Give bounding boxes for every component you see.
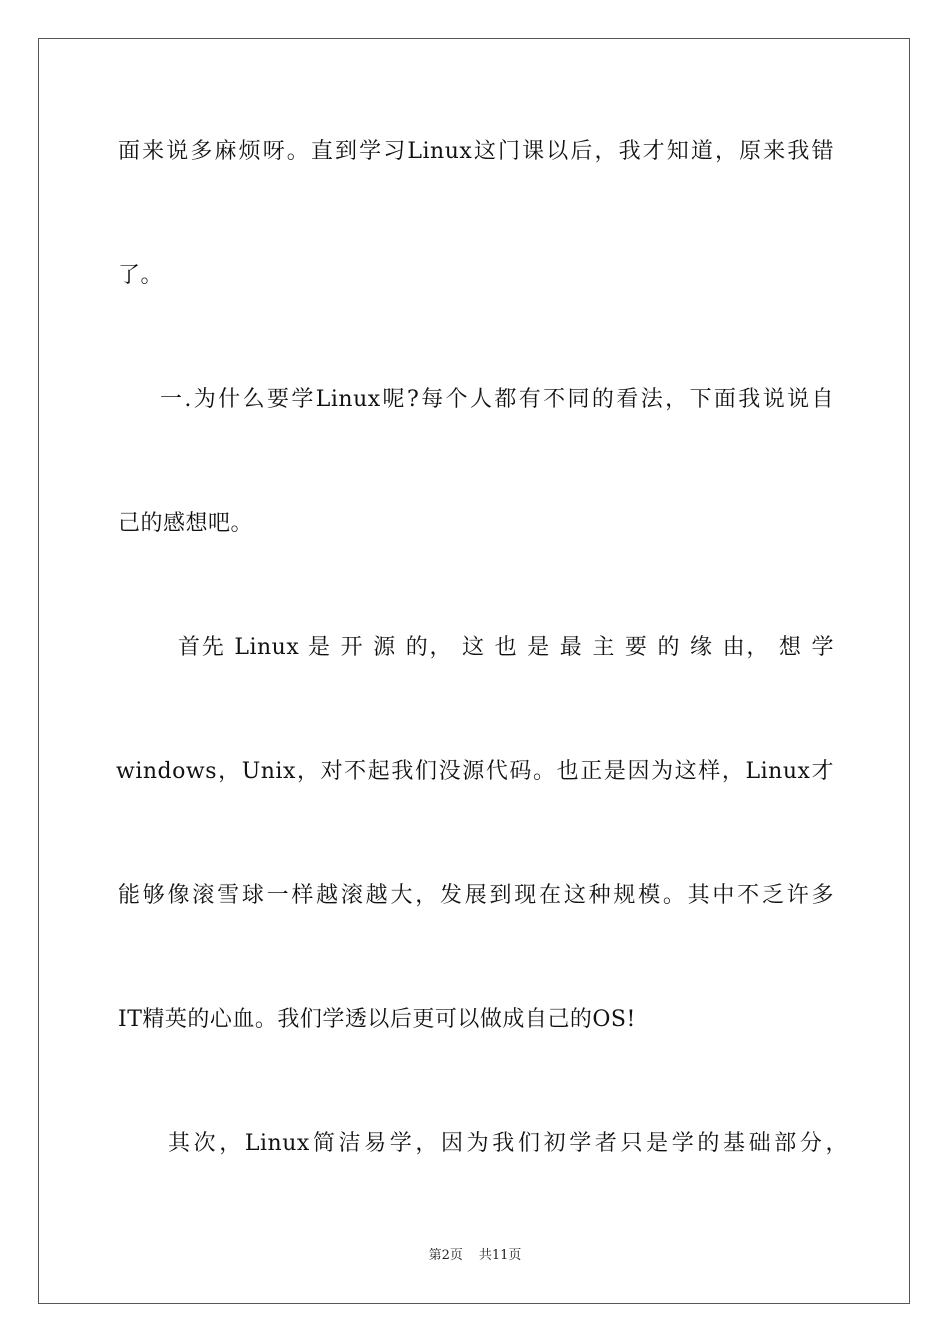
page-frame [38, 38, 910, 1304]
paragraph-line: 首先 Linux 是 开 源 的， 这 也 是 最 主 要 的 缘 由， 想 学 [178, 635, 834, 660]
paragraph-line: 面来说多麻烦呀。直到学习Linux这门课以后，我才知道，原来我错 [118, 139, 834, 164]
paragraph-line: IT精英的心血。我们学透以后更可以做成自己的OS! [118, 1007, 636, 1032]
paragraph-line: 能够像滚雪球一样越滚越大，发展到现在这种规模。其中不乏许多 [118, 883, 834, 908]
page-number: 第2页 [428, 1248, 463, 1263]
paragraph-line: 了。 [118, 263, 164, 288]
paragraph-line: 己的感想吧。 [118, 511, 254, 536]
paragraph-line: windows，Unix，对不起我们没源代码。也正是因为这样，Linux才 [116, 759, 834, 784]
page-total: 共11页 [478, 1248, 522, 1263]
paragraph-line: 一.为什么要学Linux呢?每个人都有不同的看法，下面我说说自 [160, 387, 834, 412]
paragraph-line: 其次，Linux简洁易学，因为我们初学者只是学的基础部分， [168, 1131, 848, 1156]
page-footer [0, 1247, 950, 1265]
